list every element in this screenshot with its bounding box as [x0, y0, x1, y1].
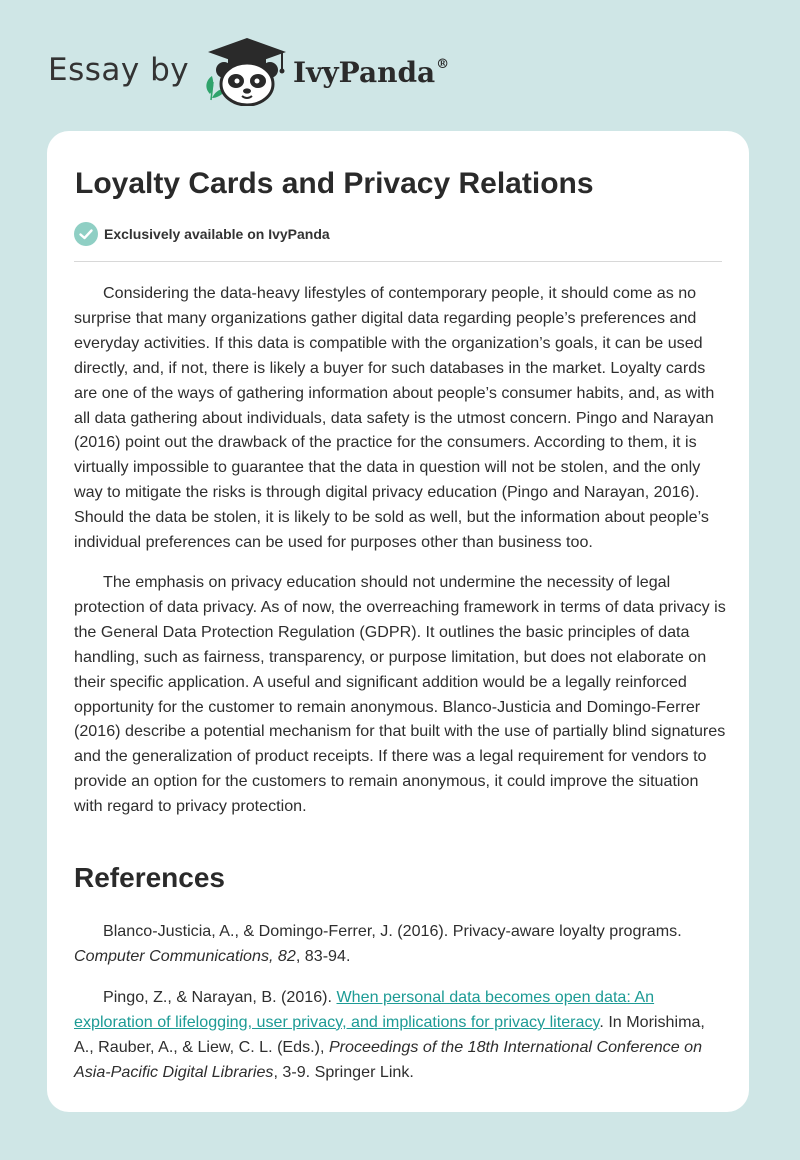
reference-middle: . In Morishima, A., Rauber, A., & Liew, C. L. (Eds.),: [74, 1012, 705, 1056]
reference-authors: Blanco-Justicia, A., & Domingo-Ferrer, J. (2016). Privacy-aware loyalty programs.: [103, 922, 682, 940]
references-list: [74, 919, 726, 1100]
registered-mark: ®: [436, 57, 450, 72]
references-heading: References: [74, 862, 225, 893]
reference-link[interactable]: When personal data becomes open data: An exploration of lifelogging, user privacy, and implications for privacy literacy: [74, 987, 655, 1031]
essay-card: [47, 131, 749, 1112]
reference-book: Proceedings of the 18th International Conference on Asia-Pacific Digital Libraries: [74, 1037, 703, 1081]
check-circle-icon: [74, 222, 98, 246]
paragraph: The emphasis on privacy education should not undermine the necessity of legal protection of data privacy. As of now, the overreaching framework in terms of data privacy is the General Data Protection Regulation (GDPR). It outlines the basic principles of data handling, such as fairness, transparency, or purpose limitation, but does not elaborate on their specific application. A useful and significant addition would be a legally reinforced opportunity for the customer to remain anonymous. Blanco-Justicia and Domingo-Ferrer (2016) describe a potential mechanism for that built with the use of partially blind signatures and the generalization of product receipts. If there was a legal requirement for vendors to provide an option for the customers to remain anonymous, it could improve the situation with regard to privacy protection.: [74, 572, 726, 816]
essay-body: [74, 281, 726, 834]
essay-by-label: Essay by: [48, 52, 190, 88]
divider: [74, 261, 722, 262]
reference-item: [74, 919, 726, 969]
reference-end: , 3-9. Springer Link.: [273, 1062, 414, 1081]
paragraph: Considering the data-heavy lifestyles of contemporary people, it should come as no surprise that many organizations gather digital data regarding people’s preferences and everyday activities. If this data is compatible with the organization’s goals, it can be used directly, and, if not, there is likely a buyer for such databases in the market. Loyalty cards are one of the ways of gathering information about people’s consumer habits, and, as with all data gathering about individuals, data safety is the utmost concern. Pingo and Narayan (2016) point out the drawback of the practice for the consumers. According to them, it is virtually impossible to guarantee that the data in question will not be stolen, and the only way to mitigate the risks is through digital privacy education (Pingo and Narayan, 2016). Should the data be stolen, it is likely to be sold as well, but the information about people’s individual preferences can be used for purposes other than business too.: [74, 284, 715, 552]
brand-text: IvyPanda: [293, 56, 436, 89]
reference-pages: , 83-94.: [295, 946, 351, 965]
brand-name[interactable]: [293, 56, 449, 89]
site-header: [0, 0, 800, 130]
reference-authors: Pingo, Z., & Narayan, B. (2016).: [103, 987, 337, 1006]
reference-item: [74, 985, 726, 1085]
ivypanda-logo-icon[interactable]: [200, 36, 295, 106]
page-title: Loyalty Cards and Privacy Relations: [75, 167, 594, 200]
exclusive-badge: [74, 222, 330, 246]
badge-text: Exclusively available on IvyPanda: [104, 226, 330, 242]
reference-journal: Computer Communications, 82: [74, 946, 296, 965]
